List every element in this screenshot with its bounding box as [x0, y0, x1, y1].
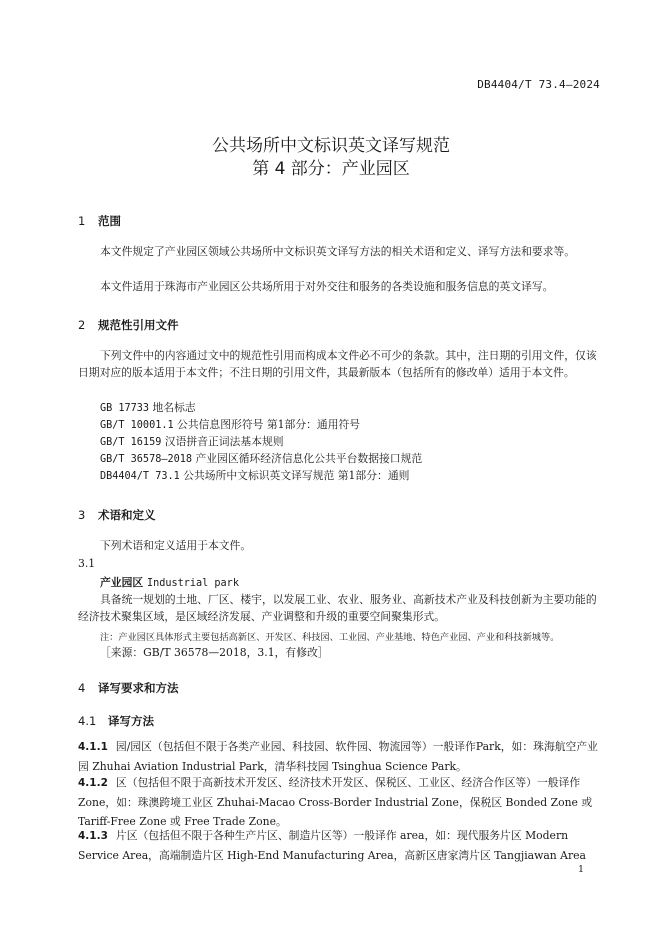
section-1-heading	[78, 213, 121, 229]
clause-text: 园/园区（包括但不限于各类产业园、科技园、软件园、物流园等）一般译作Park，如：珠海航空产业园 Zhuhai Aviation Industrial Park，清华科技园 Tsinghua Science Park。	[78, 740, 598, 773]
reference-title: 产业园区循环经济信息化公共平台数据接口规范	[195, 452, 423, 465]
subsection-4-1-heading	[78, 713, 154, 729]
page-number: 1	[577, 864, 584, 875]
document-subtitle: 第 4 部分：产业园区	[252, 159, 410, 179]
reference-item	[100, 416, 360, 434]
section-number: 4	[78, 681, 86, 695]
scope-paragraph-1: 本文件规定了产业园区领域公共场所中文标识英文译写方法的相关术语和定义、译写方法和要求等。	[100, 245, 576, 258]
section-4-heading	[78, 680, 179, 696]
document-code: DB4404/T 73.4—2024	[477, 78, 600, 91]
clause-number: 4.1.2	[78, 777, 108, 789]
clause-text: 区（包括但不限于高新技术开发区、经济技术开发区、保税区、工业区、经济合作区等）一般译作 Zone，如：珠澳跨境工业区 Zhuhai-Macao Cross-Border Industrial Zone，保税区 Bonded Zone 或 Tariff-Free Zone 或 Free Trade Zone。	[78, 776, 593, 828]
reference-item	[100, 433, 284, 451]
term-definition: 具备统一规划的土地、厂区、楼宇，以发展工业、农业、服务业、高新技术产业及科技创新为主要功能的经济技术聚集区域，是区域经济发展、产业调整和升级的重要空间聚集形式。	[78, 593, 597, 623]
clause-number: 4.1.3	[78, 830, 108, 842]
normative-references-intro: 下列文件中的内容通过文中的规范性引用而构成本文件必不可少的条款。其中，注日期的引用文件，仅该日期对应的版本适用于本文件；不注日期的引用文件，其最新版本（包括所有的修改单）适用于本文件。	[78, 349, 597, 379]
term-source: ［来源：GB/T 36578—2018，3.1，有修改］	[100, 646, 329, 659]
section-number: 1	[78, 214, 86, 228]
section-title: 范围	[98, 214, 121, 228]
section-number: 2	[78, 318, 86, 332]
section-number: 3	[78, 508, 86, 522]
section-title: 术语和定义	[98, 508, 156, 522]
term-chinese: 产业园区	[100, 576, 144, 589]
term-note: 注：产业园区具体形式主要包括高新区、开发区、科技园、工业园、产业基地、特色产业园、产业和科技新城等。	[100, 632, 560, 643]
clause-text: 片区（包括但不限于各种生产片区、制造片区等）一般译作 area，如：现代服务片区 Modern Service Area，高端制造片区 High-End Manufacturing Area，高新区唐家湾片区 Tangjiawan Area	[78, 829, 586, 862]
reference-title: 汉语拼音正词法基本规则	[164, 435, 284, 448]
clause-4-1-3	[78, 826, 600, 865]
reference-item	[100, 450, 422, 468]
section-title: 规范性引用文件	[98, 318, 179, 332]
clause-number: 4.1.1	[78, 741, 108, 753]
reference-title: 公共场所中文标识英文译写规范 第1部分：通则	[183, 469, 410, 482]
reference-code: GB/T 36578—2018	[100, 454, 193, 465]
term-number: 3.1	[78, 557, 96, 570]
reference-item	[100, 399, 196, 417]
clause-4-1-2	[78, 773, 600, 831]
section-title: 译写要求和方法	[98, 681, 179, 695]
term-entry	[100, 575, 239, 590]
section-2-heading	[78, 317, 179, 333]
section-3-heading	[78, 507, 156, 523]
reference-code: DB4404/T 73.1	[100, 471, 180, 482]
reference-code: GB/T 10001.1	[100, 420, 174, 431]
subsection-title: 译写方法	[108, 714, 154, 728]
reference-title: 公共信息图形符号 第1部分：通用符号	[177, 418, 361, 431]
clause-4-1-1	[78, 737, 600, 776]
subsection-number: 4.1	[78, 714, 97, 728]
reference-title: 地名标志	[152, 401, 196, 414]
document-title: 公共场所中文标识英文译写规范	[212, 136, 450, 156]
term-english: Industrial park	[146, 578, 239, 589]
scope-paragraph-2: 本文件适用于珠海市产业园区公共场所用于对外交往和服务的各类设施和服务信息的英文译写。	[100, 280, 554, 293]
reference-code: GB/T 16159	[100, 437, 162, 448]
reference-code: GB 17733	[100, 403, 150, 414]
reference-item	[100, 467, 409, 485]
terms-intro: 下列术语和定义适用于本文件。	[100, 539, 252, 552]
